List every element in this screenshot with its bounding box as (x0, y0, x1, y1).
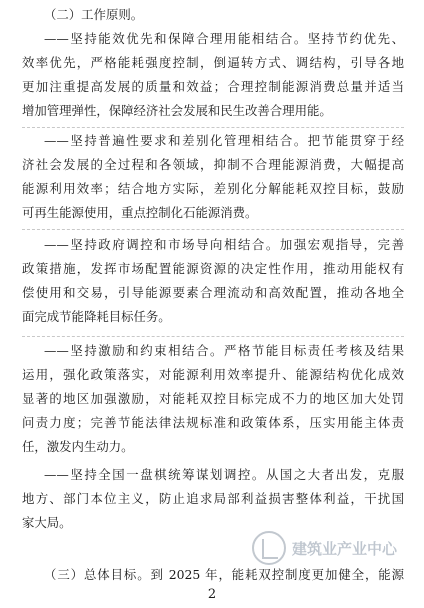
p1-line4: 增加管理弹性，保障经济社会发展和民生改善合理用能。 (22, 103, 332, 118)
p1-line1: ——坚持能效优先和保障合理用能相结合。坚持节约优先、 (44, 31, 404, 46)
p5-line2: 地方、部门本位主义，防止追求局部利益损害整体利益，干扰国 (22, 491, 404, 506)
p2-line4: 可再生能源使用，重点控制化石能源消费。 (22, 205, 258, 220)
watermark-text: 建筑业产业中心 (292, 539, 398, 558)
p4-line3: 显著的地区加强激励，对能耗双控目标完成不力的地区加大处罚 (22, 391, 404, 406)
p2-line2: 济社会发展的全过程和各领域，抑制不合理能源消费，大幅提高 (22, 157, 404, 172)
p4-line2: 运用，强化政策落实，对能源利用效率提升、能源结构优化成效 (22, 367, 404, 382)
p3-line1: ——坚持政府调控和市场导向相结合。加强宏观指导，完善 (44, 237, 404, 252)
p1-line2: 效率优先，严格能耗强度控制，倒逼转方式、调结构，引导各地 (22, 55, 404, 70)
separator (22, 127, 404, 128)
section-three-line: （三）总体目标。到 2025 年，能耗双控制度更加健全，能源 (44, 567, 404, 582)
p3-line3: 偿使用和交易，引导能源要素合理流动和高效配置，推动各地全 (22, 285, 404, 300)
p4-line1: ——坚持激励和约束相结合。严格节能目标责任考核及结果 (44, 343, 404, 358)
p3-line2: 政策措施，发挥市场配置能源资源的决定性作用，推动用能权有 (22, 261, 404, 276)
p2-line3: 能源利用效率；结合地方实际，差别化分解能耗双控目标，鼓励 (22, 181, 404, 196)
p5-line3: 家大局。 (22, 515, 72, 530)
p4-line5: 任，激发内生动力。 (22, 439, 134, 454)
p5-line1: ——坚持全国一盘棋统筹谋划调控。从国之大者出发，克服 (44, 467, 404, 482)
watermark (252, 524, 420, 572)
p2-line1: ——坚持普遍性要求和差别化管理相结合。把节能贯穿于经 (44, 133, 404, 148)
separator (22, 336, 404, 337)
section-heading: （二）工作原则。 (44, 7, 144, 22)
p1-line3: 更加注重提高发展的质量和效益；合理控制能源消费总量并适当 (22, 79, 404, 94)
page-number: 2 (207, 587, 217, 602)
p3-line4: 面完成节能降耗目标任务。 (22, 309, 171, 324)
p4-line4: 问责力度；完善节能法律法规标准和政策体系，压实用能主体责 (22, 415, 404, 430)
separator (22, 229, 404, 230)
building-logo-icon (252, 531, 286, 565)
